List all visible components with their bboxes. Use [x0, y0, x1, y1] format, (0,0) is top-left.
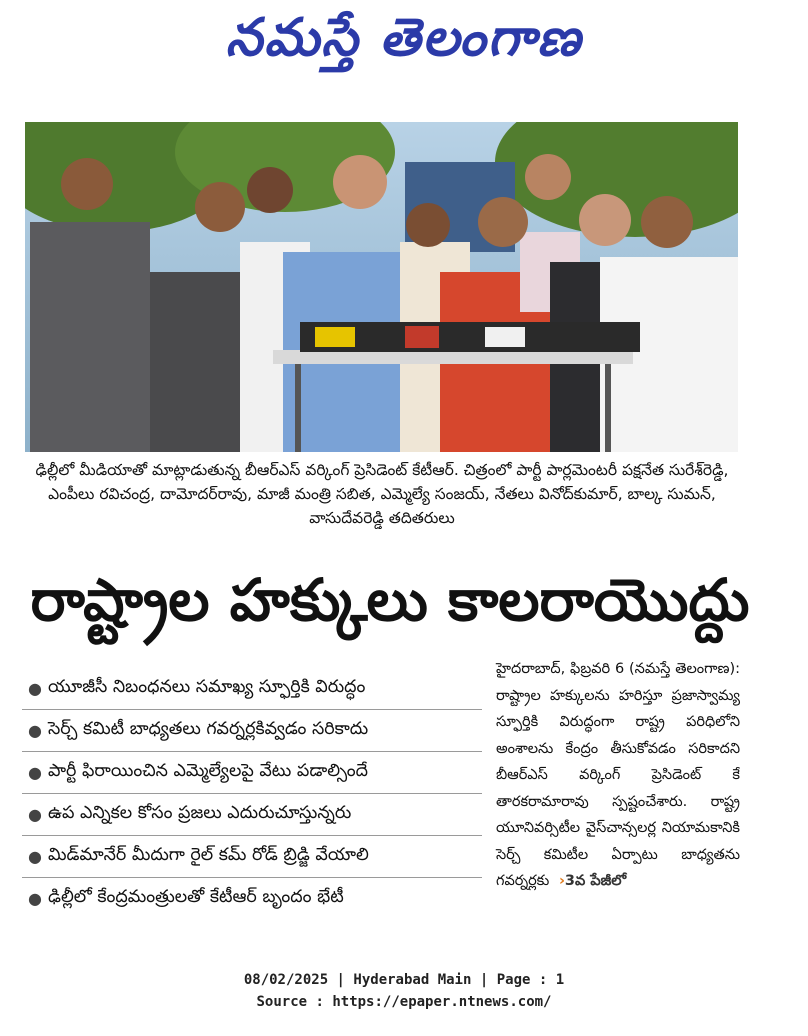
footer-source[interactable]: Source : https://epaper.ntnews.com/ — [256, 994, 552, 1010]
article-body — [496, 656, 740, 895]
bullet-text: పార్టీ ఫిరాయించిన ఎమ్మెల్యేలపై వేటు పడాల్సిందే — [48, 760, 368, 781]
photo-illustration — [25, 122, 738, 452]
bullet-item — [22, 878, 482, 919]
bullet-text: మిడ్‌మానేర్‌ మీదుగా రైల్‌ కమ్‌ రోడ్‌ బ్రిడ్జి వేయాలి — [48, 844, 369, 865]
bullet-icon: ● — [28, 763, 42, 782]
bullet-item — [22, 668, 482, 710]
bullet-text: యూజీసీ నిబంధనలు సమాఖ్య స్ఫూర్తికి విరుద్ధం — [48, 676, 366, 697]
bullet-item — [22, 794, 482, 836]
article-body-text: హైదరాబాద్‌, ఫిబ్రవరి 6 (నమస్తే తెలంగాణ): రాష్ట్రాల హక్కులను హరిస్తూ ప్రజాస్వామ్య స్ఫూర్తికి విరుద్ధంగా రాష్ట్ర పరిధిలోని అంశాలను కేంద్రం తీసుకోవడం సరికాదని బీఆర్‌ఎస్‌ వర్కింగ్‌ ప్రెసిడెంట్‌ కే తారకరామారావు స్పష్టంచేశారు. రాష్ట్ర యూనివర్సిటీల వైస్‌చాన్సలర్ల నియామకానికి సెర్చ్‌ కమిటీల ఏర్పాటు బాధ్యతను గవర్నర్లకు — [496, 661, 740, 889]
bullet-icon: ● — [28, 721, 42, 740]
highlight-bullets — [22, 668, 482, 919]
bullet-text: సెర్చ్‌ కమిటీ బాధ్యతలు గవర్నర్లకివ్వడం సరికాదు — [48, 718, 369, 739]
continued-arrow-icon: › — [553, 873, 565, 889]
footer-edition-info: 08/02/2025 | Hyderabad Main | Page : 1 — [243, 972, 565, 988]
bullet-item — [22, 836, 482, 878]
bullet-icon: ● — [28, 805, 42, 824]
masthead-title: నమస్తే తెలంగాణ — [225, 8, 583, 68]
bullet-icon: ● — [28, 679, 42, 698]
press-conference-photo — [25, 122, 738, 452]
bullet-icon: ● — [28, 889, 42, 908]
article-headline: రాష్ట్రాల హక్కులు కాలరాయొద్దు — [30, 566, 750, 634]
bullet-icon: ● — [28, 847, 42, 866]
bullet-item — [22, 752, 482, 794]
continued-link[interactable]: 3వ పేజీలో — [564, 873, 627, 889]
bullet-text: ఉప ఎన్నికల కోసం ప్రజలు ఎదురుచూస్తున్నరు — [48, 802, 352, 823]
bullet-item — [22, 710, 482, 752]
photo-caption: ఢిల్లీలో మీడియాతో మాట్లాడుతున్న బీఆర్‌ఎస్‌ వర్కింగ్‌ ప్రెసిడెంట్‌ కేటీఆర్‌. చిత్రంలో పార్టీ పార్లమెంటరీ పక్షనేత సురేశ్‌రెడ్డి, ఎంపీలు రవిచంద్ర, దామోదర్‌రావు, మాజీ మంత్రి సబిత, ఎమ్మెల్యే సంజయ్‌, నేతలు వినోద్‌కుమార్‌, బాల్క సుమన్‌, వాసుదేవరెడ్డి తదితరులు — [35, 461, 729, 527]
bullet-text: ఢిల్లీలో కేంద్రమంత్రులతో కేటీఆర్‌ బృందం భేటీ — [48, 886, 344, 907]
